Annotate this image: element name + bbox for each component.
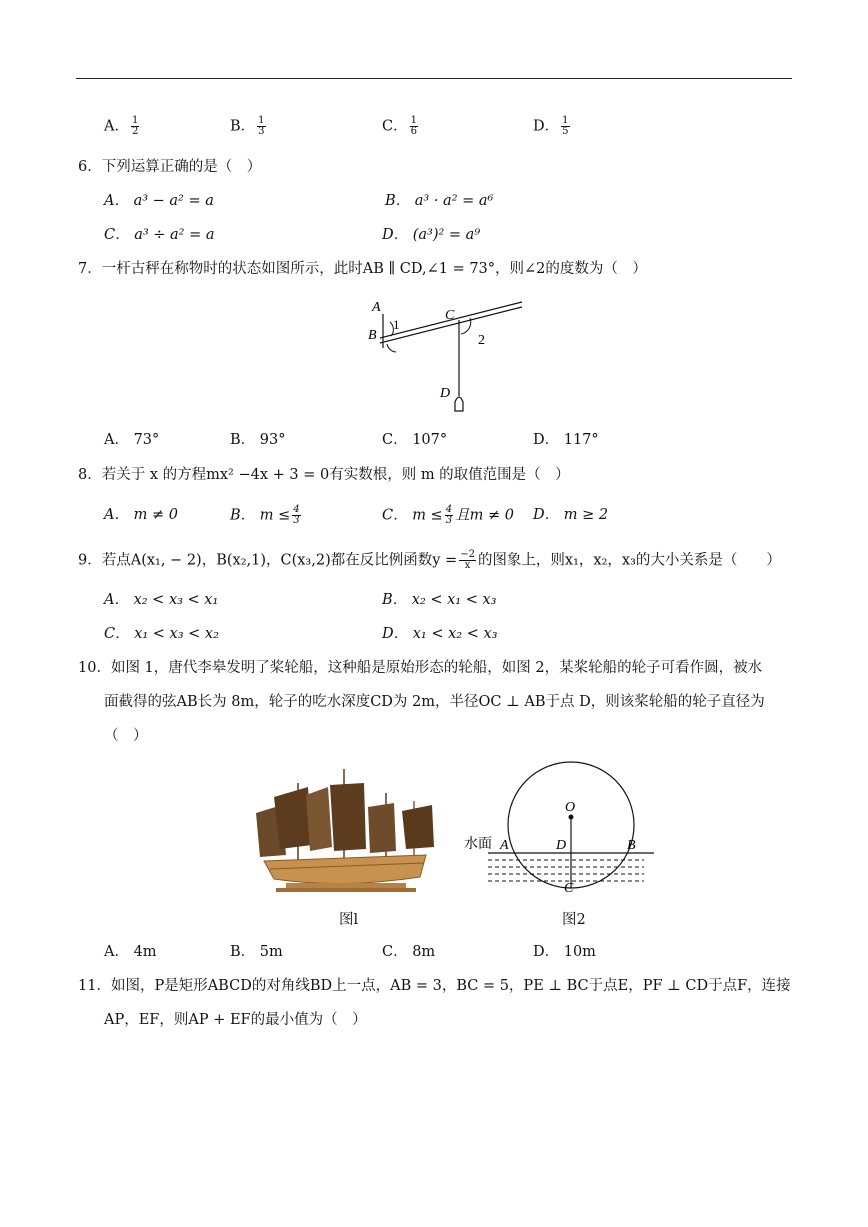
denominator: 3	[445, 515, 453, 526]
stand	[286, 883, 406, 888]
fraction	[292, 505, 300, 526]
fraction	[410, 116, 418, 137]
q7-option-c[interactable]: C． 107°	[382, 432, 448, 448]
q10-option-c[interactable]: C． 8m	[382, 944, 436, 960]
q10-figure-2-caption: 图2	[562, 912, 586, 928]
numerator: −2	[460, 549, 475, 560]
label-one: 1	[393, 317, 400, 332]
q5-option-b[interactable]	[230, 116, 268, 137]
label-two: 2	[478, 333, 485, 348]
sail	[306, 787, 332, 851]
q8-option-c[interactable]	[382, 505, 514, 526]
option-label: C．	[382, 118, 408, 135]
option-label: B．	[230, 118, 256, 135]
fraction	[445, 505, 453, 526]
denominator: 3	[293, 515, 300, 526]
numerator: 4	[293, 504, 300, 515]
hull	[264, 855, 426, 884]
numerator: 1	[410, 115, 417, 126]
label-o: O	[565, 800, 576, 815]
label-water: 水面	[464, 836, 492, 852]
q5-option-d[interactable]	[533, 116, 572, 137]
label-d: D	[440, 386, 451, 401]
label-b: B	[627, 838, 636, 853]
denominator: 2	[131, 126, 139, 137]
q7-figure-steelyard	[360, 292, 530, 417]
label-d: D	[556, 838, 567, 853]
fraction	[459, 550, 476, 571]
q8-option-b[interactable]	[230, 505, 303, 526]
q11-stem-line-2: AP，EF，则AP + EF的最小值为（ ）	[104, 1012, 367, 1028]
q7-stem: 7．一杆古秤在称物时的状态如图所示，此时AB ∥ CD,∠1 = 73°，则∠2的度数为（ ）	[78, 261, 647, 277]
option-label: D．	[533, 118, 560, 135]
center-point	[569, 815, 574, 820]
label-a: A	[500, 838, 509, 853]
q8-stem: 8．若关于 x 的方程mx² −4x + 3 = 0有实数根，则 m 的取值范围是（ ）	[78, 467, 570, 483]
label-b: B	[368, 328, 377, 343]
sail	[402, 805, 434, 849]
q6-option-c[interactable]: C． a³ ÷ a² = a	[104, 227, 215, 243]
q9-option-b[interactable]: B． x₂ < x₁ < x₃	[382, 592, 497, 608]
q9-option-a[interactable]: A． x₂ < x₃ < x₁	[104, 592, 219, 608]
q10-figure-2-circle	[462, 760, 662, 900]
q10-figure-1-paddle-ship	[246, 765, 438, 897]
header-rule	[76, 78, 792, 79]
q5-option-a[interactable]	[104, 116, 141, 137]
sail	[330, 783, 366, 851]
denominator: 3	[258, 126, 265, 137]
denominator: x	[464, 560, 471, 571]
stem-text: 的图象上，则x₁，x₂，x₃的大小关系是（ ）	[477, 552, 781, 569]
q6-stem: 6．下列运算正确的是（ ）	[78, 159, 262, 175]
q5-option-c[interactable]	[382, 116, 420, 137]
q6-option-a[interactable]: A． a³ − a² = a	[104, 193, 214, 209]
option-text: B． m ≤	[230, 507, 291, 524]
q10-stem-line-3: （ ）	[104, 728, 148, 744]
q8-option-d[interactable]: D． m ≥ 2	[533, 507, 609, 523]
sail	[368, 803, 396, 853]
q9-option-c[interactable]: C． x₁ < x₃ < x₂	[104, 626, 219, 642]
stand-foot	[276, 888, 416, 892]
fraction	[257, 116, 265, 137]
q10-option-a[interactable]: A． 4m	[104, 944, 157, 960]
numerator: 1	[562, 115, 569, 126]
q9-stem	[78, 550, 781, 571]
option-label: A．	[104, 118, 129, 135]
numerator: 1	[131, 115, 139, 126]
q7-option-b[interactable]: B． 93°	[230, 432, 286, 448]
q10-option-d[interactable]: D． 10m	[533, 944, 596, 960]
fraction	[131, 116, 139, 137]
q10-stem-line-1: 10．如图 1，唐代李皋发明了桨轮船，这种船是原始形态的轮船，如图 2，某桨轮船的轮子可看作圆，被水	[78, 660, 763, 676]
q10-figure-1-caption: 图l	[339, 912, 359, 928]
q6-option-b[interactable]: B． a³ · a² = a⁶	[385, 193, 494, 209]
weight-shape	[455, 397, 463, 411]
q7-option-a[interactable]: A． 73°	[104, 432, 160, 448]
label-a: A	[372, 300, 381, 315]
label-c: C	[445, 308, 455, 323]
q11-stem-line-1: 11．如图，P是矩形ABCD的对角线BD上一点，AB = 3，BC = 5，PE ⊥ BC于点E，PF ⊥ CD于点F，连接	[78, 978, 791, 994]
q6-option-d[interactable]: D． (a³)² = a⁹	[382, 227, 481, 243]
q10-option-b[interactable]: B． 5m	[230, 944, 283, 960]
stem-text: 9．若点A(x₁, − 2)，B(x₂,1)，C(x₃,2)都在反比例函数y =	[78, 552, 458, 569]
q7-option-d[interactable]: D． 117°	[533, 432, 599, 448]
angle-1-arc-lower	[387, 344, 396, 352]
q8-option-a[interactable]: A． m ≠ 0	[104, 507, 178, 523]
option-text: C． m ≤	[382, 507, 443, 524]
denominator: 5	[562, 126, 569, 137]
fraction	[561, 116, 569, 137]
denominator: 6	[410, 126, 417, 137]
q9-option-d[interactable]: D． x₁ < x₂ < x₃	[382, 626, 498, 642]
numerator: 4	[445, 504, 453, 515]
option-text: 且m ≠ 0	[455, 507, 514, 524]
label-c: C	[564, 881, 574, 896]
numerator: 1	[258, 115, 265, 126]
q10-stem-line-2: 面截得的弦AB长为 8m，轮子的吃水深度CD为 2m，半径OC ⊥ AB于点 D，则该桨轮船的轮子直径为	[104, 694, 765, 710]
